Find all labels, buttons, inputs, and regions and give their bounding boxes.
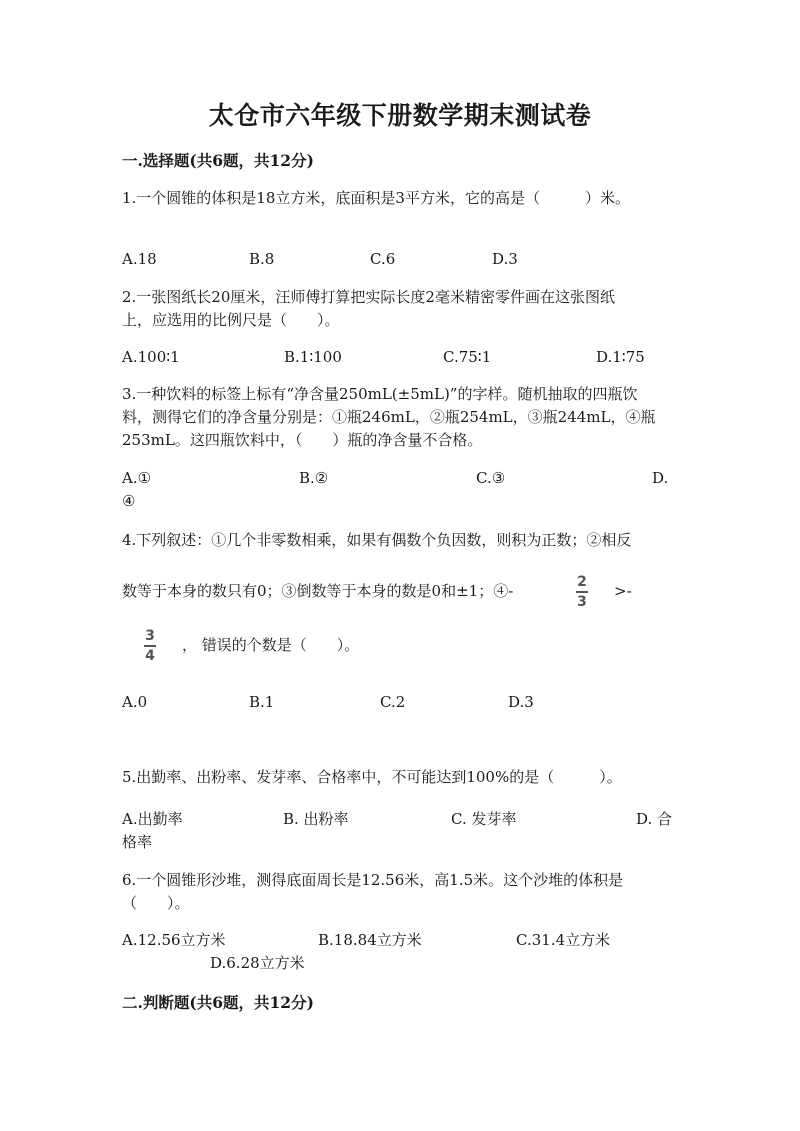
fraction-numerator: 2 [577,574,587,590]
q5-option-d: D. 合 [636,810,673,828]
fraction-two-thirds [576,574,588,610]
q3-option-d: D. [652,469,669,487]
question-4-line-3: ， 错误的个数是（ ）。 [182,636,360,654]
q5-option-a: A.出勤率 [122,810,183,828]
q5-option-c: C. 发芽率 [451,810,517,828]
q1-option-d: D.3 [492,250,518,268]
page-title: 太仓市六年级下册数学期末测试卷 [208,101,592,130]
fraction-bar [576,591,588,593]
q3-option-d-wrap: ④ [122,492,136,510]
question-3-line-2: 料，测得它们的净含量分别是：①瓶246mL，②瓶254mL，③瓶244mL，④瓶 [122,408,656,426]
q6-option-b: B.18.84立方米 [318,931,422,949]
fraction-denominator: 3 [577,593,587,610]
q2-option-b: B.1∶100 [284,348,342,366]
q3-option-c: C.③ [476,469,506,487]
q4-option-d: D.3 [508,693,534,711]
fraction-denominator: 4 [145,647,155,664]
q4-option-a: A.0 [122,693,148,711]
question-6-line-1: 6.一个圆锥形沙堆，测得底面周长是12.56米，高1.5米。这个沙堆的体积是 [122,871,624,889]
question-2-line-2: 上，应选用的比例尺是（ ）。 [122,311,340,329]
question-1-stem: 1.一个圆锥的体积是18立方米，底面积是3平方米，它的高是（ ）米。 [122,189,630,207]
question-6-line-2: （ ）。 [122,894,190,912]
q3-option-a: A.① [122,469,152,487]
q1-option-c: C.6 [370,250,396,268]
q4-option-c: C.2 [380,693,406,711]
question-4-line-1: 4.下列叙述：①几个非零数相乘，如果有偶数个负因数，则积为正数；②相反 [122,531,632,549]
fraction-numerator: 3 [145,628,155,644]
question-3-line-1: 3.一种饮料的标签上标有“净含量250mL(±5mL)”的字样。随机抽取的四瓶饮 [122,385,638,403]
q5-option-d-wrap: 格率 [122,833,153,851]
question-3-line-3: 253mL。这四瓶饮料中，（ ）瓶的净含量不合格。 [122,431,483,449]
q6-option-a: A.12.56立方米 [122,931,226,949]
section-heading-choice: 一.选择题(共6题，共12分) [122,151,314,170]
question-5-stem: 5.出勤率、出粉率、发芽率、合格率中，不可能达到100%的是（ ）。 [122,768,622,786]
q4-option-b: B.1 [249,693,275,711]
q2-option-d: D.1∶75 [596,348,645,366]
q2-option-a: A.100∶1 [122,348,180,366]
question-4-line-2-part-b: >- [614,582,632,600]
question-2-line-1: 2.一张图纸长20厘米，汪师傅打算把实际长度2毫米精密零件画在这张图纸 [122,288,615,306]
q1-option-b: B.8 [249,250,275,268]
q6-option-d: D.6.28立方米 [210,954,305,972]
q6-option-c: C.31.4立方米 [516,931,611,949]
q2-option-c: C.75∶1 [443,348,492,366]
q3-option-b: B.② [299,469,329,487]
question-4-line-2-part-a: 数等于本身的数只有0；③倒数等于本身的数是0和±1；④- [122,582,514,600]
q5-option-b: B. 出粉率 [283,810,349,828]
q1-option-a: A.18 [122,250,157,268]
fraction-bar [144,645,156,647]
section-heading-judgment: 二.判断题(共6题，共12分) [122,993,314,1012]
fraction-three-quarters [144,628,156,664]
